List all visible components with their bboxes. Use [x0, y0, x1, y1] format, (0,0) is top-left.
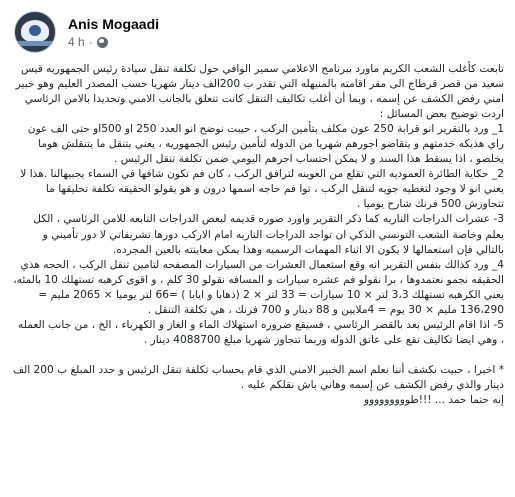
post-body: [12, 62, 504, 408]
post-timestamp[interactable]: 4 h: [68, 35, 85, 49]
post-paragraph-intro: تابعت كأغلب الشعب الكريم ماورد ببرنامج الاعلامي سمير الوافي حول تكلفة تنقل سيادة رئيس الجمهوريه قيس سعيد من قصر قرطاج الى مقر اقامته بالمنيهله التي تقدر ب 200الف دينار شهريا حسب المصدر العليم وهو خبير امني رفض الكشف عن إسمه ، وبما أن أغلب تكاليف التنقل كانت تتعلق بالجانب الامني وتحديدا بالامن الرئاسي اردت توضيح بعض المسائل :: [15, 63, 504, 121]
globe-icon[interactable]: [97, 37, 108, 48]
separator-dot: ·: [88, 35, 93, 49]
author-name-link[interactable]: Anis Mogaadi: [68, 16, 160, 32]
post-paragraph-closing: إنه حتما حمد ... !!!طووووووووو: [363, 393, 504, 406]
post-paragraph-point-2: 2_ حكاية الطائرة العموديه التي تقلع من العوينه لترافق الركب ، كان فم تكون شافها في السماء يجبيهالنا .هذا لا يعني انو لا وجود لتغطيه جويه لتنقل الركب ، توا فم حاجه اسمها درون و هو يقولو الحقيقه تكلفة تحليقها ما تتجاوزش 500 فرنك شارح يوميا .: [20, 168, 504, 211]
post-header: [14, 10, 159, 54]
post-paragraph-point-3: 3- عشرات الدراجات الناريه كما ذكر التقرير واورد صوره قديمه لبعض الدراجات التابعه للامن الرئاسي ، الكل يعلم وخاصة الشعب التونسي الذكي ان تواجد الدراجات الناريه امام الاركب دورها تشريفاتي لا دور تأميني و بالتالي فإن استعمالها لا يكون الا اثناء المهمات الرسميه وهذا يمكن معاينته بالعين المجرده.: [33, 213, 504, 256]
post-paragraph-point-4: 4_ ورد كذالك بنفس التقرير انه وقع استعمال العشرات من السيارات المصفحه لتامين تنقل الركب ، الحجه هذي الحقيقه نجمو نعتمدوها ، برا نقولو فم عشره سيارات و المسافه نقولو 30 كلم ، و اقوى كرهبه تستهلك 10 بالمئه، يعني الكرهبه تستهلك 3،3 لتر × 10 سيارات = 33 لتر × 2 (ذهابا و ايابا ) =66 لتر يوميا × 2065 مليم = 136،290 مليم × 30 يوم = 4ملايين و 88 دينار و 700 فرنك ، هي تكلفة التنقل .: [13, 258, 504, 316]
post-subline: [68, 35, 159, 49]
post-paragraph-point-5: 5- اذا اقام الرئيس بعد بالقصر الرئاسي ، فسيقع ضروره استهلاك الماء و الغاز و الكهرباء ، الخ ، من جانب العمله ، وهي ايضا تكاليف تقع على عاتق الدوله وربما تتجاوز شهريا مبلغ 4088700 دينار .: [18, 318, 504, 346]
post-paragraph-conclusion: * اخيرا ، حبيت نكشف أننا نعلم اسم الخبير الامني الذي قام بحساب تكلفة تنقل الرئيس و حدد المبلغ ب 200 الف دينار والذي رفض الكشف عن إسمه وهاني باش نقلكم عليه .: [13, 363, 504, 391]
police-emblem-icon: [21, 20, 49, 42]
author-avatar[interactable]: [14, 11, 56, 53]
post-paragraph-point-1: 1_ ورد بالتقرير انو قرابة 250 عون مكلف بتأمين الركب ، حيبت نوضح انو العدد 250 او 500او حتى الف عون راي هذيكه خدمتهم و يتقاضو اجورهم شهريا من الدوله لتأمين رئيس الجمهوريه ، يعني يتنقل ما يتنقلش هوما يخلصو ، اذا يسقط هذا السند و لا يمكن احتساب اجرهم اليومي ضمن تكلفة تنقل الرئيس .: [27, 123, 504, 166]
post-meta: [68, 15, 159, 49]
